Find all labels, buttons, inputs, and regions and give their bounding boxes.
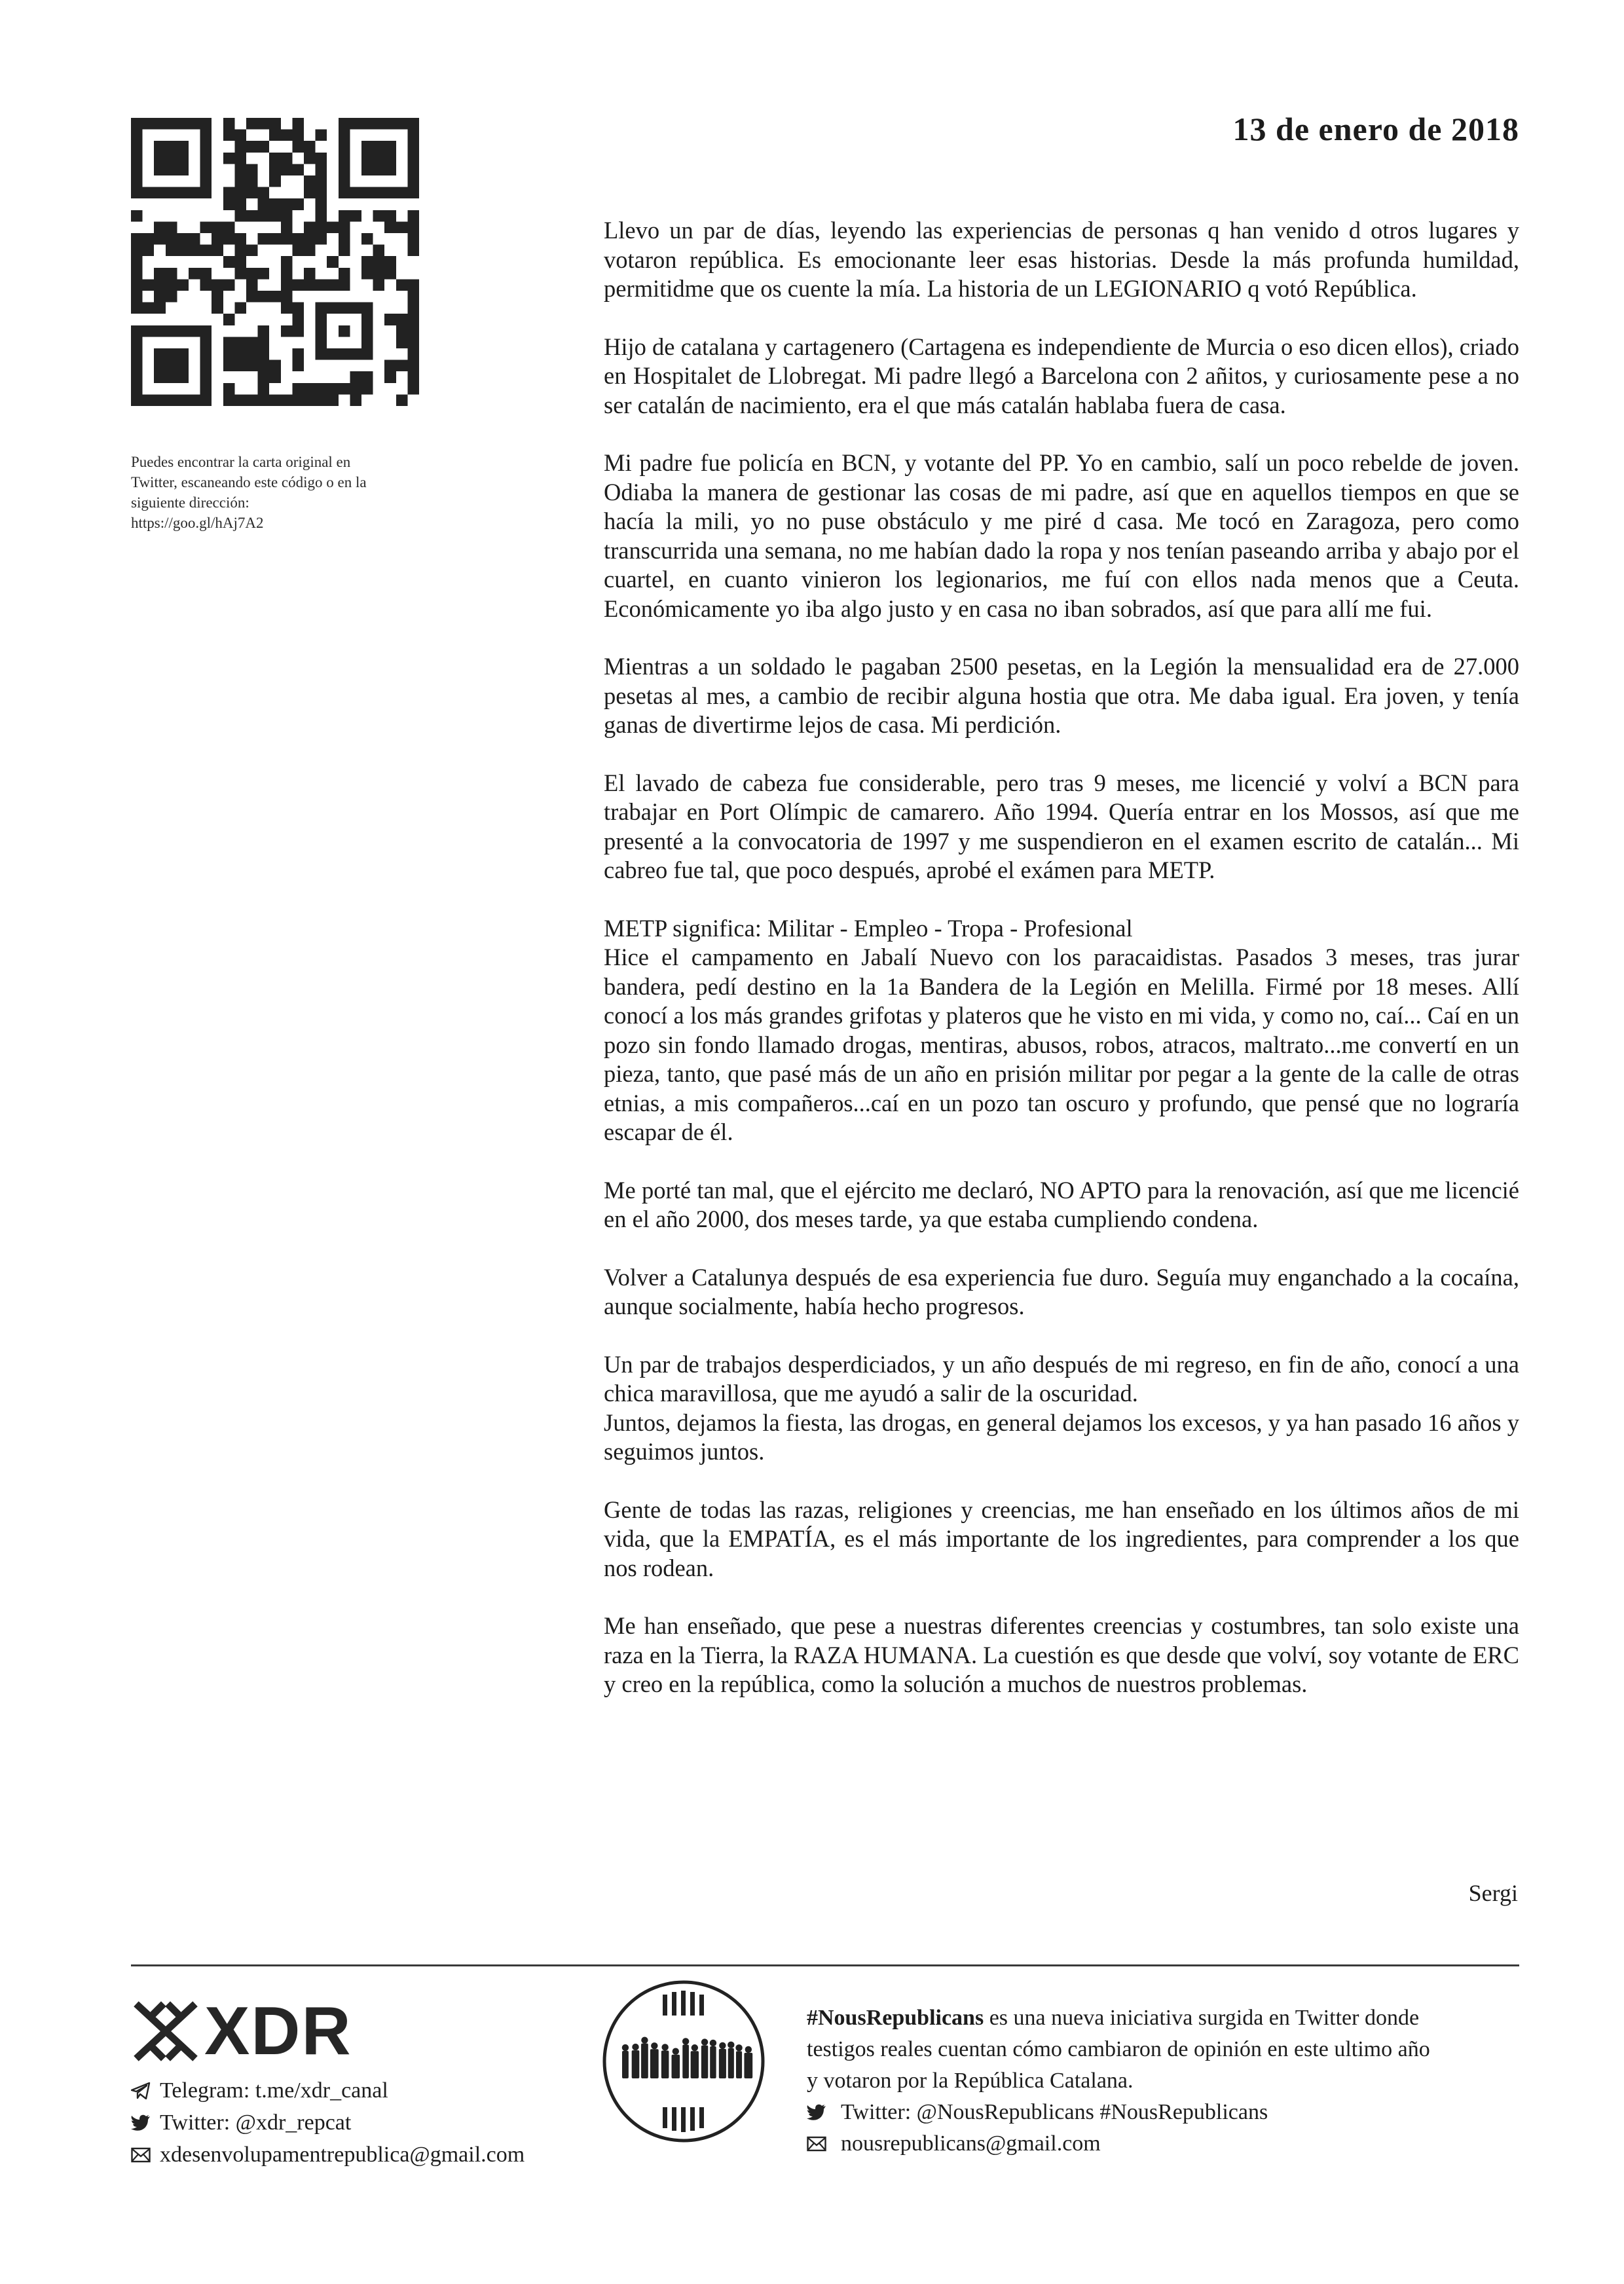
letter-paragraph: Volver a Catalunya después de esa experiencia fue duro. Seguía muy enganchado a la cocaína, aunque socialmente, había hecho progresos. (604, 1263, 1519, 1319)
xdr-email-text: xdesenvolupamentrepublica@gmail.com (160, 2143, 525, 2167)
xdr-email-row[interactable] (131, 2139, 525, 2171)
promo-hashtag[interactable]: #NousRepublicans (807, 2006, 984, 2030)
qr-caption-line: Twitter, escaneando este código o en la (131, 474, 367, 490)
letter-date: 13 de enero de 2018 (1232, 111, 1519, 147)
letter-paragraph: Llevo un par de días, leyendo las experiencias de personas q han venido d otros lugares y votaron república. Es emocionante leer esas historias. Desde la más profunda humildad, permitidme que os cuente la mía. La historia de un LEGIONARIO q votó República. (604, 217, 1519, 302)
telegram-icon (131, 2082, 160, 2099)
letter-paragraph: Hice el campamento en Jabalí Nuevo con los paracaidistas. Pasados 3 meses, tras jurar bandera, pedí destino en la 1a Bandera de la Legión en Melilla. Firmé por 18 meses. Allí conocí a los más grandes grifotas y plateros que he visto en mi vida, y como no, caí... Caí en un pozo sin fondo llamado drogas, mentiras, abusos, robos, atracos, maltrato...me convertí en un pieza, tanto, que pasé más de un año en prisión militar por pegar a la gente de la calle de otras etnias, a mis compañeros...caí en un pozo tan oscuro y profundo, que pensé que no lograría escapar de él. (604, 944, 1519, 1145)
envelope-icon (807, 2136, 841, 2152)
promo-twitter-text: Twitter: @NousRepublicans #NousRepublicans (841, 2100, 1268, 2124)
twitter-bird-icon (131, 2114, 160, 2131)
twitter-bird-icon (807, 2104, 841, 2121)
nous-republicans-promo (807, 2002, 1527, 2160)
promo-text: testigos reales cuentan cómo cambiaron de opinión en este ultimo año (807, 2037, 1430, 2061)
letter-subheading: METP significa: Militar - Empleo - Tropa - Profesional (604, 914, 1133, 942)
envelope-icon (131, 2147, 160, 2163)
footer-divider (131, 1964, 1519, 1966)
qr-code[interactable] (131, 118, 419, 406)
xdr-telegram-text: Telegram: t.me/xdr_canal (160, 2078, 388, 2103)
qr-caption (131, 452, 432, 533)
letter-paragraph: El lavado de cabeza fue considerable, pero tras 9 meses, me licencié y volví a BCN para trabajar en Port Olímpic de camarero. Año 1994. Quería entrar en los Mossos, así que me presenté a la convocatoria de 1997 y me suspendieron en el examen escrito de catalán... Mi cabreo fue tal, que poco después, aprobé el exámen para METP. (604, 769, 1519, 883)
letter-paragraph: Me porté tan mal, que el ejército me declaró, NO APTO para la renovación, así que me licencié en el año 2000, dos meses tarde, ya que estaba cumpliendo condena. (604, 1176, 1519, 1232)
promo-twitter-row[interactable] (807, 2097, 1527, 2128)
xdr-telegram-row[interactable] (131, 2074, 525, 2107)
promo-text: y votaron por la República Catalana. (807, 2069, 1134, 2093)
promo-text: es una nueva iniciativa surgida en Twitter donde (984, 2006, 1420, 2030)
xdr-logo-mark-icon (131, 1998, 200, 2064)
letter-paragraph: Mi padre fue policía en BCN, y votante del PP. Yo en cambio, salí un poco rebelde de joven. Odiaba la manera de gestionar las cosas de mi padre, así que en aquellos tiempos en que se hacía la mili, yo no puse obstáculo y me piré d casa. Me tocó en Zaragoza, pero como transcurrida una semana, no me habían dado la ropa y nos tenían paseando arriba y abajo por el cuartel, en cuanto vinieron los legionarios, me fuí con ellos nada menos que a Ceuta. Económicamente yo iba algo justo y en casa no iban sobrados, así que para allí me fui. (604, 449, 1519, 622)
letter-paragraph: Juntos, dejamos la fiesta, las drogas, en general dejamos los excesos, y ya han pasado 16 años y seguimos juntos. (604, 1409, 1519, 1465)
promo-email-text: nousrepublicans@gmail.com (841, 2131, 1101, 2156)
xdr-logo-text: XDR (204, 1993, 352, 2069)
xdr-twitter-text: Twitter: @xdr_repcat (160, 2110, 352, 2135)
letter-paragraph: Me han enseñado, que pese a nuestras diferentes creencias y costumbres, tan solo existe una raza en la Tierra, la RAZA HUMANA. La cuestión es que desde que volví, soy votante de ERC y creo en la república, como la solución a muchos de nuestros problemas. (604, 1612, 1519, 1697)
letter-paragraph: Mientras a un soldado le pagaban 2500 pesetas, en la Legión la mensualidad era de 27.000 pesetas al mes, a cambio de recibir alguna hostia que otra. Me daba igual. Era joven, y tenía ganas de divertirme lejos de casa. Mi perdición. (604, 653, 1519, 738)
xdr-contacts (131, 2074, 525, 2171)
xdr-twitter-row[interactable] (131, 2107, 525, 2139)
promo-email-row[interactable] (807, 2128, 1527, 2160)
qr-caption-line: Puedes encontrar la carta original en (131, 454, 351, 470)
letter-signature: Sergi (1468, 1880, 1518, 1906)
qr-caption-line: siguiente dirección: (131, 494, 249, 511)
xdr-logo (131, 1993, 352, 2069)
letter-paragraph: Gente de todas las razas, religiones y creencias, me han enseñado en los últimos años de mi vida, que la EMPATÍA, es el más importante de los ingredientes, para comprender a los que nos rodean. (604, 1496, 1519, 1581)
qr-caption-url[interactable]: https://goo.gl/hAj7A2 (131, 515, 264, 531)
letter-paragraph: Hijo de catalana y cartagenero (Cartagena es independiente de Murcia o eso dicen ellos), criado en Hospitalet de Llobregat. Mi padre llegó a Barcelona con 2 añitos, y curiosamente pese a no ser catalán de nacimiento, era el que más catalán hablaba fuera de casa. (604, 333, 1519, 418)
people-emblem-icon (601, 1979, 766, 2144)
letter-body (604, 216, 1519, 1728)
letter-paragraph: Un par de trabajos desperdiciados, y un año después de mi regreso, en fin de año, conocí a una chica maravillosa, que me ayudó a salir de la oscuridad. (604, 1350, 1519, 1407)
